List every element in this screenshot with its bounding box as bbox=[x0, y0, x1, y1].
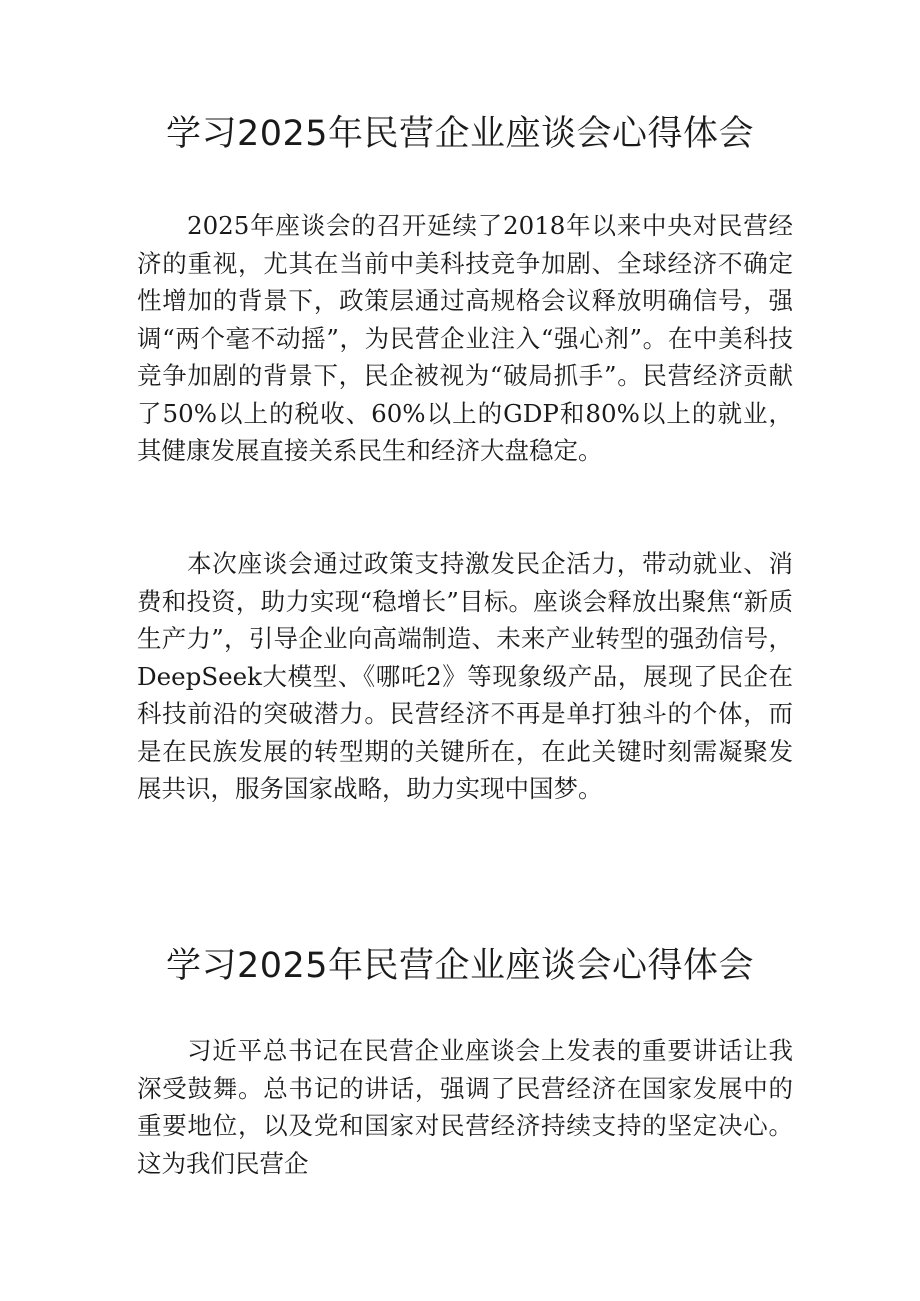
section-1-paragraph-1: 2025年座谈会的召开延续了2018年以来中央对民营经济的重视，尤其在当前中美科技竞争加剧、全球经济不确定性增加的背景下，政策层通过高规格会议释放明确信号，强调“两个毫不动摇”，为民营企业注入“强心剂”。在中美科技竞争加剧的背景下，民企被视为“破局抓手”。民营经济贡献了50%以上的税收、60%以上的GDP和80%以上的就业，其健康发展直接关系民生和经济大盘稳定。 bbox=[137, 211, 793, 465]
section-2-paragraph-1: 习近平总书记在民营企业座谈会上发表的重要讲话让我深受鼓舞。总书记的讲话，强调了民营经济在国家发展中的重要地位，以及党和国家对民营经济持续支持的坚定决心。这为我们民营企 bbox=[137, 1036, 793, 1178]
section-1-title: 学习2025年民营企业座谈会心得体会 bbox=[165, 114, 755, 154]
section-2-title: 学习2025年民营企业座谈会心得体会 bbox=[165, 946, 755, 986]
section-1-paragraph-2: 本次座谈会通过政策支持激发民企活力，带动就业、消费和投资，助力实现“稳增长”目标。座谈会释放出聚焦“新质生产力”，引导企业向高端制造、未来产业转型的强劲信号，DeepSeek大模型、《哪吒2》等现象级产品，展现了民企在科技前沿的突破潜力。民营经济不再是单打独斗的个体，而是在民族发展的转型期的关键所在，在此关键时刻需凝聚发展共识，服务国家战略，助力实现中国梦。 bbox=[137, 549, 793, 803]
